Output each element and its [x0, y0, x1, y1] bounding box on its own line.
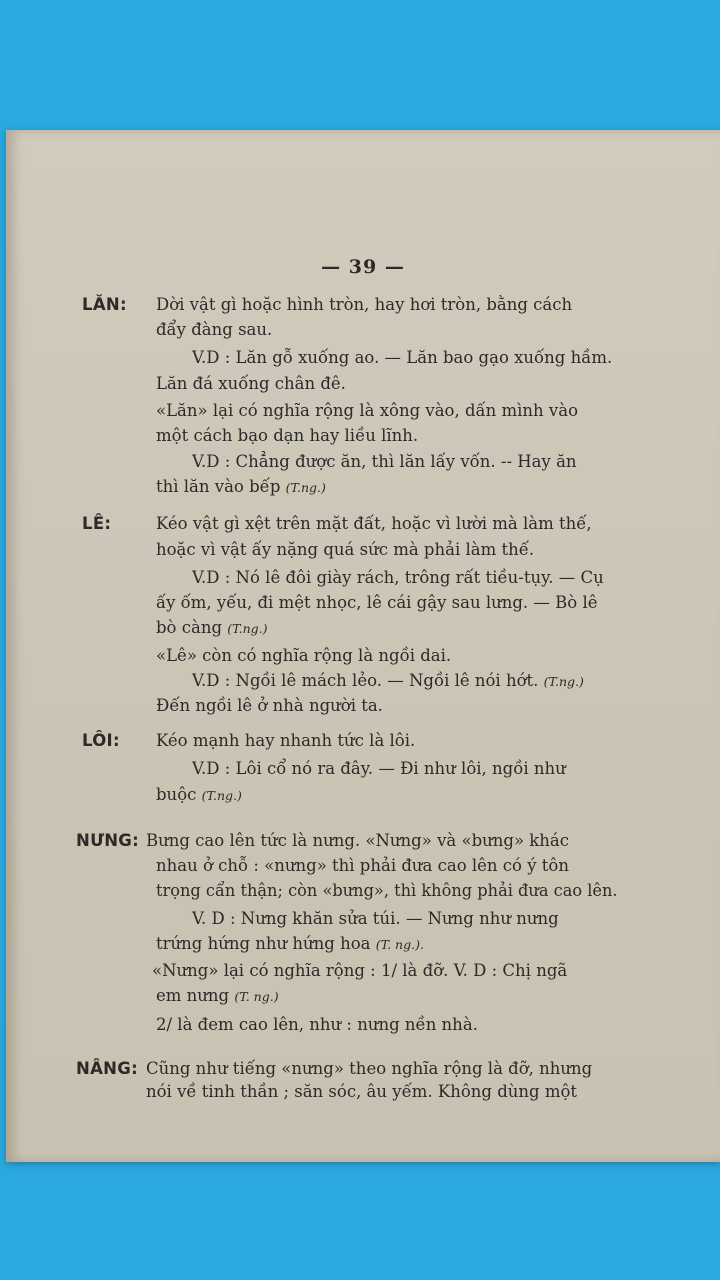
- example-text: buộc: [156, 785, 197, 804]
- example-text: em nưng: [156, 986, 230, 1005]
- example-line: Lăn đá xuống chân đê.: [156, 374, 346, 393]
- example-line: V.D : Lôi cổ nó ra đây. — Đi như lôi, ngồi như: [192, 759, 566, 778]
- example-line: [156, 933, 424, 956]
- example-text: bò càng: [156, 618, 223, 637]
- example-line: [192, 670, 584, 693]
- example-line: Đến ngồi lê ở nhà người ta.: [156, 696, 383, 715]
- source-tag: (T.ng.): [543, 674, 584, 689]
- example-line: ấy ốm, yếu, đi mệt nhọc, lê cái gậy sau lưng. — Bò lê: [156, 593, 598, 612]
- example-text: thì lăn vào bếp: [156, 477, 281, 496]
- definition-line: nói về tinh thần ; săn sóc, âu yếm. Không dùng một: [146, 1082, 578, 1101]
- definition-line: nhau ở chỗ : «nưng» thì phải đưa cao lên có ý tôn: [156, 856, 569, 875]
- example-line: [156, 985, 279, 1008]
- example-text: V.D : Ngồi lê mách lẻo. — Ngồi lê nói hớt.: [192, 671, 539, 690]
- page-number: — 39 —: [321, 256, 405, 278]
- source-tag: (T. ng.): [234, 989, 279, 1004]
- example-line: V.D : Nó lê đôi giày rách, trông rất tiều-tụy. — Cụ: [192, 568, 604, 587]
- example-line: V.D : Chẳng được ăn, thì lăn lấy vốn. -- Hay ăn: [192, 452, 577, 471]
- source-tag: (T.ng.): [227, 621, 268, 636]
- source-tag: (T.ng.): [201, 788, 242, 803]
- definition-line: trọng cẩn thận; còn «bưng», thì không phải đưa cao lên.: [156, 881, 618, 900]
- definition-line: «Lê» còn có nghĩa rộng là ngồi dai.: [156, 646, 452, 665]
- definition-line: Kéo vật gì xệt trên mặt đất, hoặc vì lười mà làm thế,: [156, 514, 592, 533]
- example-line: [156, 617, 268, 640]
- definition-line: đẩy đàng sau.: [156, 320, 273, 339]
- definition-line: Cũng như tiếng «nưng» theo nghĩa rộng là đỡ, nhưng: [146, 1059, 593, 1078]
- example-line: [156, 476, 326, 499]
- headword: NƯNG:: [76, 831, 140, 850]
- definition-line: «Lăn» lại có nghĩa rộng là xông vào, dấn mình vào: [156, 401, 579, 420]
- source-tag: (T. ng.).: [375, 937, 424, 952]
- example-line: [156, 784, 242, 807]
- definition-line: hoặc vì vật ấy nặng quá sức mà phải làm thế.: [156, 540, 535, 559]
- definition-line: Bưng cao lên tức là nưng. «Nưng» và «bưng» khác: [146, 831, 569, 850]
- headword: LÊ:: [82, 514, 112, 533]
- headword: LĂN:: [82, 295, 127, 314]
- source-tag: (T.ng.): [285, 480, 326, 495]
- headword: LÔI:: [82, 731, 120, 750]
- example-text: trứng hứng như hứng hoa: [156, 934, 371, 953]
- definition-line: 2/ là đem cao lên, như : nưng nền nhà.: [156, 1015, 478, 1034]
- definition-line: Dời vật gì hoặc hình tròn, hay hơi tròn, bằng cách: [156, 295, 573, 314]
- definition-line: Kéo mạnh hay nhanh tức là lôi.: [156, 731, 416, 750]
- headword: NÂNG:: [76, 1059, 139, 1078]
- book-page: [6, 130, 720, 1162]
- example-line: V. D : Nưng khăn sửa túi. — Nưng như nưng: [192, 909, 559, 928]
- example-line: V.D : Lăn gỗ xuống ao. — Lăn bao gạo xuống hầm.: [192, 348, 613, 367]
- definition-line: «Nưng» lại có nghĩa rộng : 1/ là đỡ. V. D : Chị ngã: [152, 961, 568, 980]
- definition-line: một cách bạo dạn hay liều lĩnh.: [156, 426, 419, 445]
